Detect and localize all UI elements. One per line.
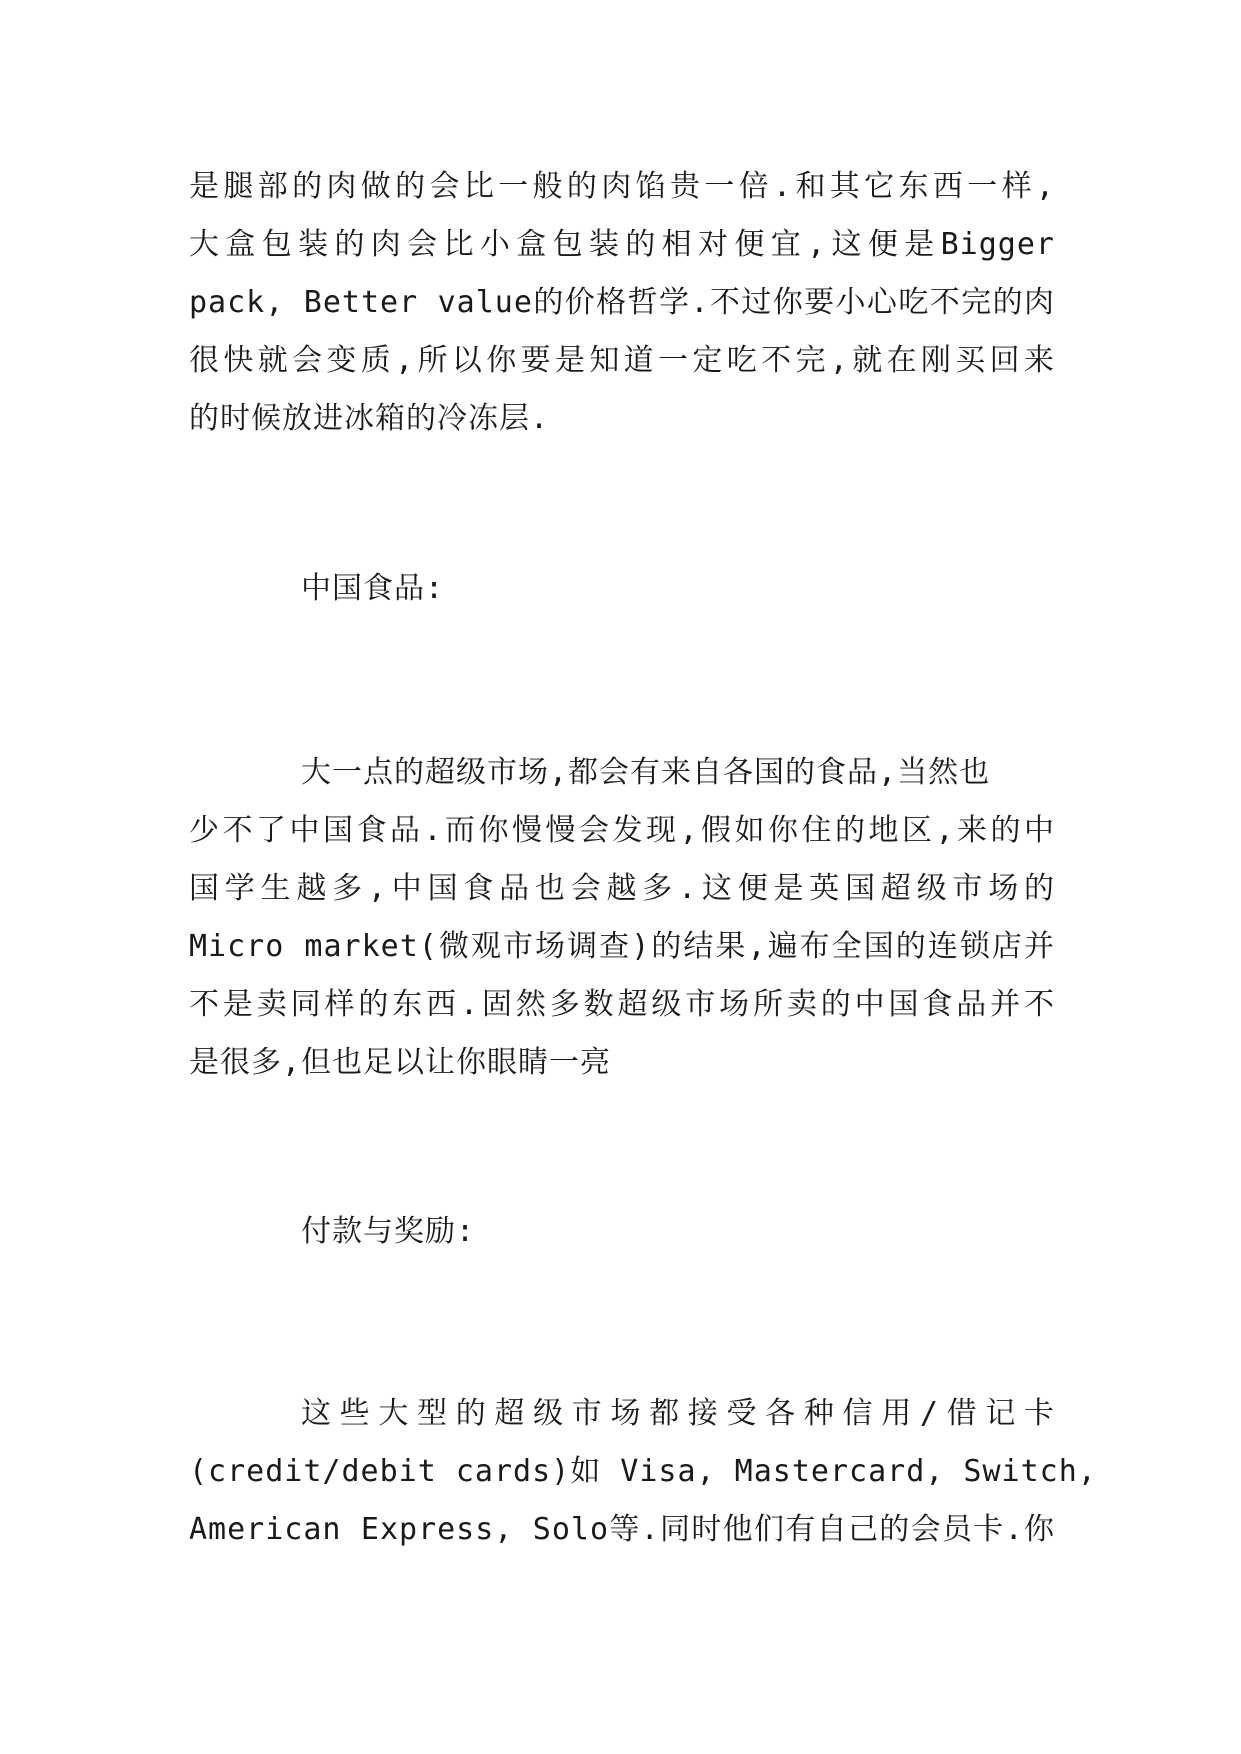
text-line: 少不了中国食品.而你慢慢会发现,假如你住的地区,来的中 bbox=[189, 813, 1055, 848]
section-heading-payment: 付款与奖励: bbox=[301, 1214, 476, 1249]
text-line: American Express, Solo等.同时他们有自己的会员卡.你 bbox=[189, 1512, 1055, 1547]
text-line: (credit/debit cards)如 Visa, Mastercard, Switch, bbox=[189, 1454, 1097, 1489]
paragraph-chinese-food bbox=[189, 744, 1055, 1092]
text-line: pack, Better value的价格哲学.不过你要小心吃不完的肉 bbox=[189, 285, 1055, 320]
text-line: 国学生越多,中国食品也会越多.这便是英国超级市场的 bbox=[189, 871, 1055, 906]
paragraph-meat bbox=[189, 158, 1055, 448]
text-line: 这些大型的超级市场都接受各种信用/借记卡 bbox=[301, 1396, 1055, 1431]
text-line: Micro market(微观市场调查)的结果,遍布全国的连锁店并 bbox=[189, 929, 1055, 964]
text-line: 大盒包装的肉会比小盒包装的相对便宜,这便是Bigger bbox=[189, 227, 1055, 262]
text-line: 很快就会变质,所以你要是知道一定吃不完,就在刚买回来 bbox=[189, 343, 1055, 378]
section-heading-chinese-food: 中国食品: bbox=[301, 571, 445, 606]
text-line: 不是卖同样的东西.固然多数超级市场所卖的中国食品并不 bbox=[189, 987, 1055, 1022]
text-line: 大一点的超级市场,都会有来自各国的食品,当然也 bbox=[301, 755, 991, 790]
text-line: 是很多,但也足以让你眼睛一亮 bbox=[189, 1045, 612, 1080]
text-line: 是腿部的肉做的会比一般的肉馅贵一倍.和其它东西一样, bbox=[189, 169, 1055, 204]
text-line: 的时候放进冰箱的冷冻层. bbox=[189, 401, 550, 436]
paragraph-payment bbox=[189, 1385, 1097, 1559]
